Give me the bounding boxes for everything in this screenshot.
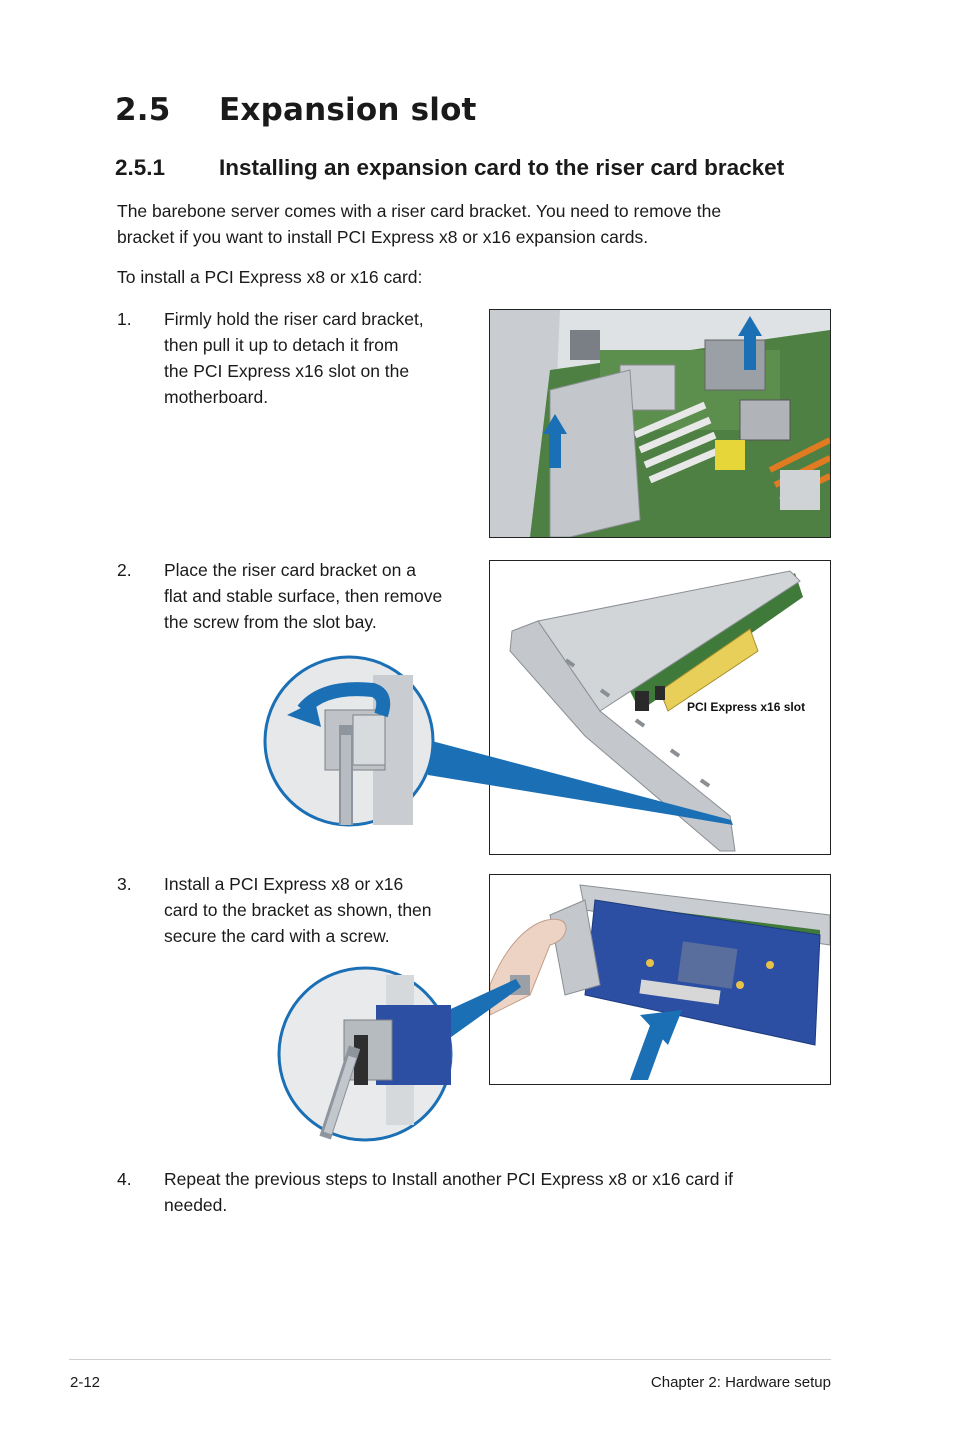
callout-screw-secure [276,965,526,1145]
step-line: needed. [164,1195,228,1215]
step-line: motherboard. [164,387,269,407]
step-number: 4. [117,1169,132,1189]
footer-rule [69,1359,831,1360]
slot-label: PCI Express x16 slot [687,700,806,714]
page-number: 2-12 [70,1374,101,1391]
step-text [164,557,484,635]
step-line: the screw from the slot bay. [164,612,377,632]
step-line: Place the riser card bracket on a [164,560,416,580]
step-line: flat and stable surface, then remove [164,586,443,606]
step-text [164,871,484,949]
step-line: Repeat the previous steps to Install another PCI Express x8 or x16 card if [164,1169,734,1189]
callout-screw-removal [263,655,743,855]
step-line: Firmly hold the riser card bracket, [164,309,424,329]
intro-line-1: The barebone server comes with a riser card bracket. You need to remove the [117,201,722,221]
chapter-title: Chapter 2: Hardware setup [650,1374,831,1391]
subsection-number: 2.5.1 [115,155,166,180]
step-line: card to the bracket as shown, then [164,900,432,920]
section-title: Expansion slot [219,92,477,128]
figure-riser-removal [489,309,831,538]
section-heading [115,92,477,128]
intro-paragraph [117,198,721,250]
step-line: Install a PCI Express x8 or x16 [164,874,404,894]
step-line: the PCI Express x16 slot on the [164,361,410,381]
section-number: 2.5 [115,92,171,128]
step-number: 3. [117,874,132,894]
step-line: secure the card with a screw. [164,926,390,946]
intro-line-2: bracket if you want to install PCI Express x8 or x16 expansion cards. [117,227,649,247]
subsection-title: Installing an expansion card to the riser card bracket [219,155,785,180]
step-number: 2. [117,560,132,580]
step-text [164,1166,844,1218]
step-line: then pull it up to detach it from [164,335,399,355]
step-number: 1. [117,309,132,329]
figure-card-install [489,874,831,1085]
subsection-heading [115,155,784,181]
chassis-illustration [490,310,830,537]
step-text [164,306,484,410]
intro-lead: To install a PCI Express x8 or x16 card: [117,267,423,287]
card-install-illustration [490,875,830,1084]
